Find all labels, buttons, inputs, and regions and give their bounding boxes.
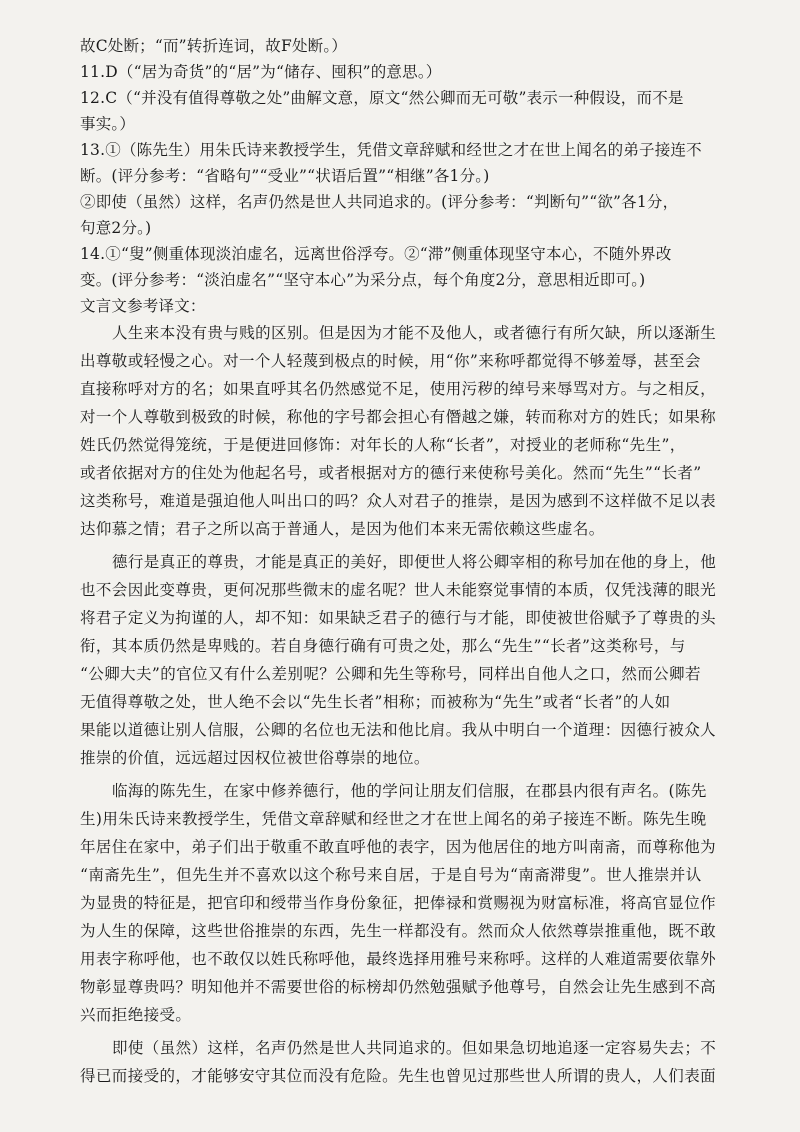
- text-line: 直接称呼对方的名；如果直呼其名仍然感觉不足，使用污秽的绰号来辱骂对方。与之相反，: [80, 380, 717, 398]
- text-line: 事实。）: [80, 115, 136, 133]
- text-line: 德行是真正的尊贵，才能是真正的美好，即便世人将公卿宰相的称号加在他的身上，他: [112, 553, 717, 571]
- translation-paragraph: [80, 548, 742, 772]
- answer-item: [80, 189, 742, 241]
- text-line: 临海的陈先生，在家中修养德行，他的学问让朋友们信服，在郡县内很有声名。(陈先: [112, 782, 707, 800]
- answer-section: [80, 33, 742, 293]
- text-line: 或者依据对方的住处为他起名号，或者根据对方的德行来使称号美化。然而“先生”“长者”: [80, 464, 702, 482]
- text-line: “南斋先生”，但先生并不喜欢以这个称号来自居，于是自号为“南斋滞叟”。世人推崇并认: [80, 866, 702, 884]
- text-line: 14.①“叟”侧重体现淡泊虚名，远离世俗浮夸。②“滞”侧重体现坚守本心，不随外界改: [80, 245, 672, 263]
- answer-item: [80, 137, 742, 189]
- text-line: 出尊敬或轻慢之心。对一个人轻蔑到极点的时候，用“你”来称呼都觉得不够羞辱，甚至会: [80, 352, 701, 370]
- text-line: 也不会因此变尊贵，更何况那些微末的虚名呢？世人未能察觉事情的本质，仅凭浅薄的眼光: [80, 581, 717, 599]
- text-line: 达仰慕之情；君子之所以高于普通人，是因为他们本来无需依赖这些虚名。: [80, 520, 605, 538]
- translation-heading: 文言文参考译文：: [80, 297, 206, 315]
- text-line: 13.①（陈先生）用朱氏诗来教授学生，凭借文章辞赋和经世之才在世上闻名的弟子接连不: [80, 141, 702, 159]
- text-line: 变。(评分参考：“淡泊虚名”“坚守本心”为采分点，每个角度2分，意思相近即可。): [80, 271, 646, 289]
- text-line: 无值得尊敬之处，世人绝不会以“先生长者”相称；而被称为“先生”或者“长者”的人如: [80, 693, 671, 711]
- answer-item: [80, 59, 742, 85]
- text-line: ②即使（虽然）这样，名声仍然是世人共同追求的。(评分参考：“判断句”“欲”各1分，: [80, 193, 679, 211]
- text-line: 物彰显尊贵吗？明知他并不需要世俗的标榜却仍然勉强赋予他尊号，自然会让先生感到不高: [80, 978, 717, 996]
- answer-item: [80, 85, 742, 137]
- text-line: 年居住在家中，弟子们出于敬重不敢直呼他的表字，因为他居住的地方叫南斋，而尊称他为: [80, 838, 717, 856]
- text-line: 11.D（“居为奇货”的“居”为“储存、囤积”的意思。）: [80, 63, 442, 81]
- text-line: 用表字称呼他，也不敢仅以姓氏称呼他，最终选择用雅号来称呼。这样的人难道需要依靠外: [80, 950, 717, 968]
- text-line: 为人生的保障，这些世俗推崇的东西，先生一样都没有。然而众人依然尊崇推重他，既不敢: [80, 922, 717, 940]
- translation-paragraph: [80, 1034, 742, 1090]
- text-line: 兴而拒绝接受。: [80, 1006, 192, 1024]
- text-line: 果能以道德让别人信服，公卿的名位也无法和他比肩。我从中明白一个道理：因德行被众人: [80, 721, 717, 739]
- text-line: 生)用朱氏诗来教授学生，凭借文章辞赋和经世之才在世上闻名的弟子接连不断。陈先生晚: [80, 810, 707, 828]
- text-line: 推崇的价值，远远超过因权位被世俗尊崇的地位。: [80, 749, 430, 767]
- text-line: “公卿大夫”的官位又有什么差别呢？公卿和先生等称号，同样出自他人之口，然而公卿若: [80, 665, 701, 683]
- text-line: 断。(评分参考：“省略句”“受业”“状语后置”“相继”各1分。): [80, 167, 490, 185]
- text-line: 将君子定义为拘谨的人，却不知：如果缺乏君子的德行与才能，即使被世俗赋予了尊贵的头: [80, 609, 717, 627]
- text-line: 衔，其本质仍然是卑贱的。若自身德行确有可贵之处，那么“先生”“长者”这类称号，与: [80, 637, 686, 655]
- text-line: 即使（虽然）这样，名声仍然是世人共同追求的。但如果急切地追逐一定容易失去；不: [112, 1039, 717, 1057]
- translation-section: [80, 319, 742, 1090]
- text-line: 这类称号，难道是强迫他人叫出口的吗？众人对君子的推崇，是因为感到不这样做不足以表: [80, 492, 717, 510]
- text-line: 得已而接受的，才能够安守其位而没有危险。先生也曾见过那些世人所谓的贵人，人们表面: [80, 1067, 717, 1085]
- text-line: 姓氏仍然觉得笼统，于是便进回修饰：对年长的人称“长者”，对授业的老师称“先生”，: [80, 436, 686, 454]
- answer-item: [80, 33, 742, 59]
- answer-item: [80, 241, 742, 293]
- text-line: 故C处断；“而”转折连词，故F处断。）: [80, 37, 348, 55]
- translation-paragraph: [80, 319, 742, 543]
- text-line: 人生来本没有贵与贱的区别。但是因为才能不及他人，或者德行有所欠缺，所以逐渐生: [112, 324, 717, 342]
- text-line: 为显贵的特征是，把官印和绶带当作身份象征，把俸禄和赏赐视为财富标准，将高官显位作: [80, 894, 717, 912]
- text-line: 句意2分。): [80, 219, 152, 237]
- translation-paragraph: [80, 777, 742, 1029]
- text-line: 12.C（“并没有值得尊敬之处”曲解文意，原文“然公卿而无可敬”表示一种假设，而不是: [80, 89, 684, 107]
- text-line: 对一个人尊敬到极致的时候，称他的字号都会担心有僭越之嫌，转而称对方的姓氏；如果称: [80, 408, 717, 426]
